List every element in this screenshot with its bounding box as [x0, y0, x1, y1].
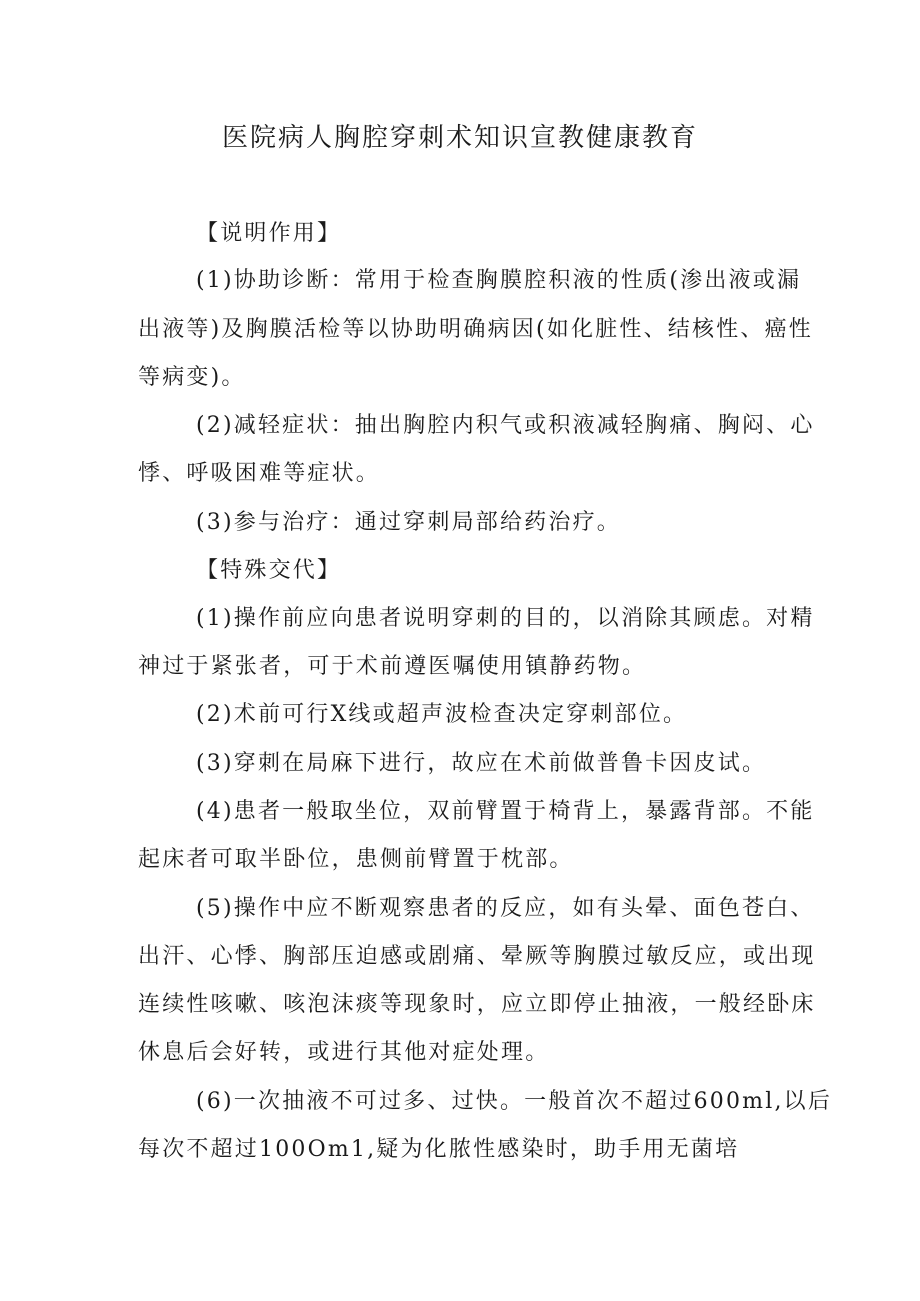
section-heading-special-notes: 【特殊交代】	[196, 558, 342, 583]
paragraph-line: 悸、呼吸困难等症状。	[138, 461, 381, 486]
paragraph-line: 连续性咳嗽、咳泡沫痰等现象时，应立即停止抽液，一般经卧床	[138, 992, 816, 1017]
paragraph-line: (3)穿刺在局麻下进行，故应在术前做普鲁卡因皮试。	[196, 751, 767, 776]
paragraph-line: 出液等)及胸膜活检等以协助明确病因(如化脏性、结核性、癌性	[138, 317, 813, 342]
section-heading-purpose: 【说明作用】	[196, 221, 342, 246]
paragraph-line: (4)患者一般取坐位，双前臂置于椅背上，暴露背部。不能	[196, 799, 815, 824]
paragraph-line: (1)协助诊断：常用于检查胸膜腔积液的性质(渗出液或漏	[196, 268, 802, 293]
paragraph-line: (1)操作前应向患者说明穿刺的目的，以消除其顾虑。对精	[196, 606, 815, 631]
paragraph-line: (3)参与治疗：通过穿刺局部给药治疗。	[196, 510, 621, 535]
paragraph-line: 等病变)。	[138, 365, 246, 390]
paragraph-line: 休息后会好转，或进行其他对症处理。	[138, 1040, 550, 1065]
document-title: 医院病人胸腔穿刺术知识宣教健康教育	[221, 123, 698, 153]
paragraph-line: 起床者可取半卧位，患侧前臂置于枕部。	[138, 847, 574, 872]
paragraph-line: 每次不超过100Om1,疑为化脓性感染时，助手用无菌培	[138, 1137, 740, 1162]
paragraph-line: (6)一次抽液不可过多、过快。一般首次不超过600ml,以后	[196, 1089, 833, 1114]
paragraph-line: 出汗、心悸、胸部压迫感或剧痛、晕厥等胸膜过敏反应，或出现	[138, 944, 816, 969]
paragraph-line: (2)减轻症状：抽出胸腔内积气或积液减轻胸痛、胸闷、心	[196, 413, 815, 438]
paragraph-line: 神过于紧张者，可于术前遵医嘱使用镇静药物。	[138, 654, 647, 679]
paragraph-line: (2)术前可行X线或超声波检查决定穿刺部位。	[196, 702, 688, 727]
paragraph-line: (5)操作中应不断观察患者的反应，如有头晕、面色苍白、	[196, 896, 815, 921]
